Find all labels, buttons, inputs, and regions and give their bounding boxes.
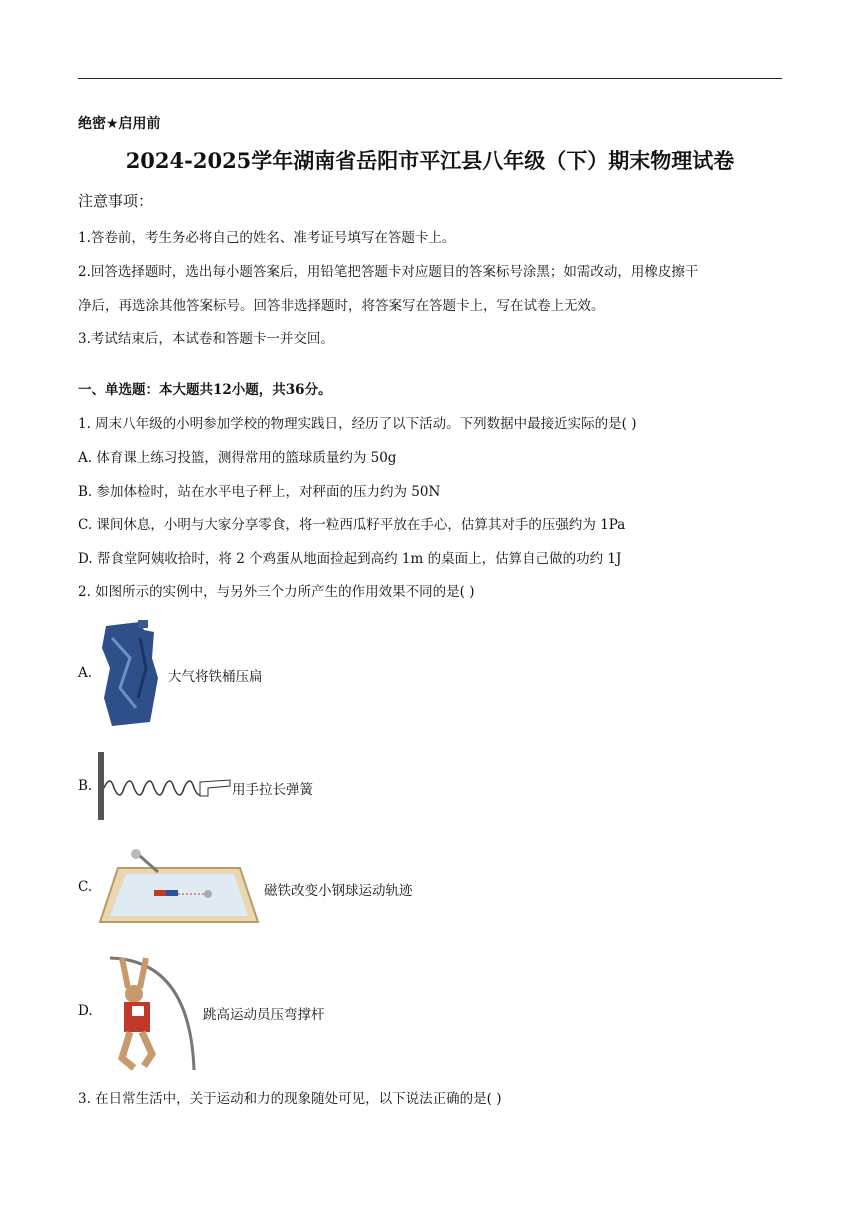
q2-option-b-letter: B. <box>78 778 93 794</box>
question-1-stem: 1. 周末八年级的小明参加学校的物理实践日，经历了以下活动。下列数据中最接近实际的是( ) <box>78 416 637 432</box>
question-2-stem: 2. 如图所示的实例中，与另外三个力所产生的作用效果不同的是( ) <box>78 584 475 600</box>
q2-option-a-letter: A. <box>78 665 93 681</box>
notice-item: 2.回答选择题时，选出每小题答案后，用铅笔把答题卡对应题目的答案标号涂黑；如需改动，用橡皮擦干 <box>78 264 699 280</box>
q2-option-a-caption: 大气将铁桶压扁 <box>168 669 263 685</box>
question-3-stem: 3. 在日常生活中，关于运动和力的现象随处可见，以下说法正确的是( ) <box>78 1091 502 1107</box>
magnet-ball-icon <box>98 842 260 934</box>
notice-item: 1.答卷前，考生务必将自己的姓名、准考证号填写在答题卡上。 <box>78 230 456 246</box>
pole-vaulter-icon <box>100 950 200 1072</box>
q1-option-c: C. 课间休息，小明与大家分享零食，将一粒西瓜籽平放在手心，估算其对手的压强约为 1Pa <box>78 517 626 533</box>
top-rule <box>78 78 782 79</box>
q1-option-d: D. 帮食堂阿姨收拾时，将 2 个鸡蛋从地面捡起到高约 1m 的桌面上，估算自己做的功约 1J <box>78 551 622 567</box>
notice-item: 3.考试结束后，本试卷和答题卡一并交回。 <box>78 331 334 347</box>
q2-option-c-letter: C. <box>78 879 93 895</box>
q2-option-d-letter: D. <box>78 1003 93 1019</box>
q2-option-d-caption: 跳高运动员压弯撑杆 <box>203 1007 325 1023</box>
q1-option-a: A. 体育课上练习投篮，测得常用的篮球质量约为 50g <box>78 450 397 466</box>
secret-label: 绝密★启用前 <box>78 116 161 132</box>
spring-hand-icon <box>96 752 232 820</box>
section-heading: 一、单选题：本大题共12小题，共36分。 <box>78 382 332 398</box>
page-title: 2024-2025学年湖南省岳阳市平江县八年级（下）期末物理试卷 <box>125 148 735 173</box>
q2-option-c-caption: 磁铁改变小钢球运动轨迹 <box>264 883 413 899</box>
q1-option-b: B. 参加体检时，站在水平电子秤上，对秤面的压力约为 50N <box>78 484 441 500</box>
notice-heading: 注意事项： <box>78 192 154 210</box>
q2-option-b-caption: 用手拉长弹簧 <box>232 782 313 798</box>
crushed-can-icon <box>100 618 160 728</box>
notice-item: 净后，再选涂其他答案标号。回答非选择题时，将答案写在答题卡上，写在试卷上无效。 <box>78 298 605 314</box>
